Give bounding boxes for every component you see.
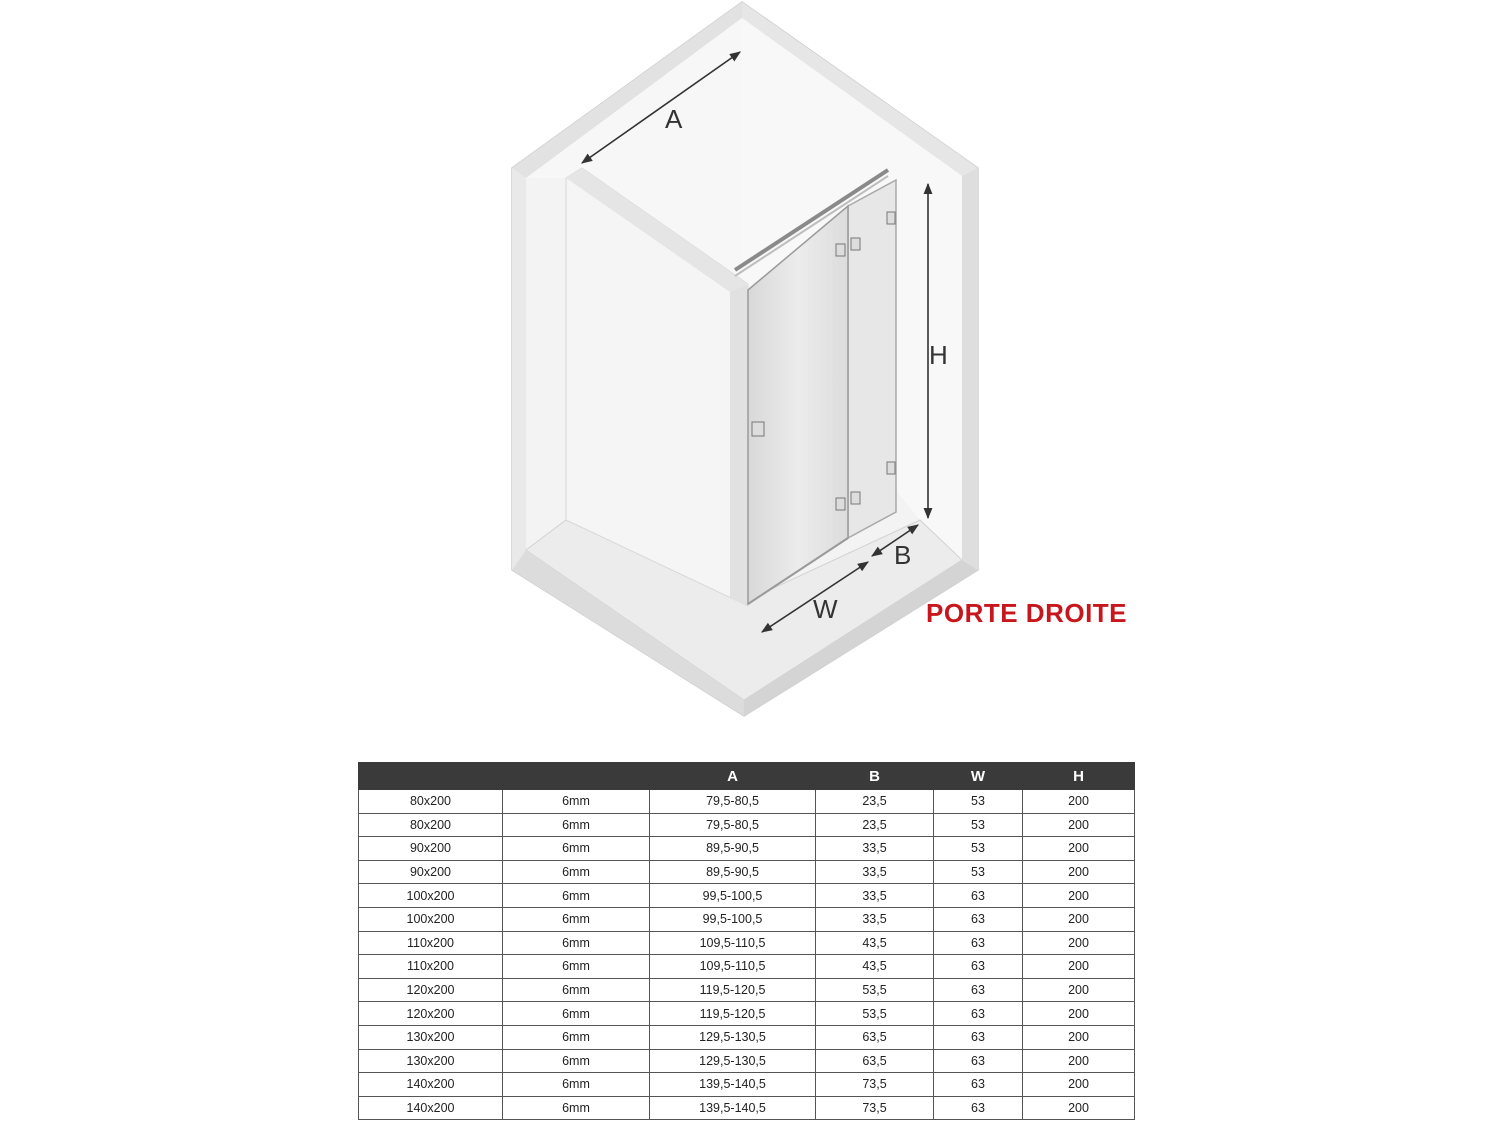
cell-b: 33,5 (816, 860, 934, 884)
cell-glass: 6mm (503, 1073, 650, 1097)
cell-w: 53 (934, 837, 1023, 861)
cell-a: 109,5-110,5 (650, 955, 816, 979)
cell-a: 79,5-80,5 (650, 813, 816, 837)
cell-glass: 6mm (503, 860, 650, 884)
cell-w: 63 (934, 1002, 1023, 1026)
cell-b: 53,5 (816, 1002, 934, 1026)
cell-size: 130x200 (359, 1025, 503, 1049)
cell-w: 63 (934, 907, 1023, 931)
cell-b: 33,5 (816, 884, 934, 908)
cell-h: 200 (1023, 837, 1135, 861)
table-row (359, 1073, 1135, 1097)
cell-b: 33,5 (816, 837, 934, 861)
cell-a: 129,5-130,5 (650, 1025, 816, 1049)
cell-b: 23,5 (816, 790, 934, 814)
header-glass (503, 763, 650, 790)
cell-size: 100x200 (359, 907, 503, 931)
cell-b: 63,5 (816, 1049, 934, 1073)
header-a: A (650, 763, 816, 790)
cell-glass: 6mm (503, 837, 650, 861)
cell-size: 130x200 (359, 1049, 503, 1073)
cell-a: 89,5-90,5 (650, 860, 816, 884)
cell-size: 120x200 (359, 1002, 503, 1026)
cell-b: 23,5 (816, 813, 934, 837)
door-side-label: PORTE DROITE (926, 598, 1128, 628)
label-w: W (813, 594, 838, 624)
cell-w: 63 (934, 1073, 1023, 1097)
cell-size: 110x200 (359, 955, 503, 979)
table-row (359, 1049, 1135, 1073)
cell-w: 53 (934, 813, 1023, 837)
table-row (359, 1025, 1135, 1049)
cell-a: 119,5-120,5 (650, 978, 816, 1002)
cell-glass: 6mm (503, 884, 650, 908)
cell-a: 99,5-100,5 (650, 884, 816, 908)
cell-b: 73,5 (816, 1096, 934, 1120)
cell-b: 63,5 (816, 1025, 934, 1049)
cell-h: 200 (1023, 955, 1135, 979)
cell-h: 200 (1023, 1096, 1135, 1120)
table-row (359, 931, 1135, 955)
cell-size: 140x200 (359, 1073, 503, 1097)
cell-size: 140x200 (359, 1096, 503, 1120)
cell-a: 139,5-140,5 (650, 1096, 816, 1120)
cell-h: 200 (1023, 860, 1135, 884)
header-h: H (1023, 763, 1135, 790)
cell-h: 200 (1023, 931, 1135, 955)
cell-h: 200 (1023, 1049, 1135, 1073)
cell-w: 53 (934, 790, 1023, 814)
cell-h: 200 (1023, 907, 1135, 931)
cell-w: 63 (934, 1049, 1023, 1073)
label-b: B (894, 540, 912, 570)
cell-glass: 6mm (503, 1025, 650, 1049)
header-size (359, 763, 503, 790)
cell-a: 129,5-130,5 (650, 1049, 816, 1073)
cell-w: 63 (934, 955, 1023, 979)
cell-b: 53,5 (816, 978, 934, 1002)
cell-b: 73,5 (816, 1073, 934, 1097)
cell-h: 200 (1023, 813, 1135, 837)
cell-size: 80x200 (359, 790, 503, 814)
cell-glass: 6mm (503, 1002, 650, 1026)
table-row (359, 790, 1135, 814)
cell-size: 90x200 (359, 860, 503, 884)
cell-w: 63 (934, 978, 1023, 1002)
cell-b: 43,5 (816, 955, 934, 979)
cell-a: 109,5-110,5 (650, 931, 816, 955)
label-a: A (665, 104, 683, 134)
header-w: W (934, 763, 1023, 790)
table-row (359, 837, 1135, 861)
cell-glass: 6mm (503, 931, 650, 955)
table-row (359, 907, 1135, 931)
cell-glass: 6mm (503, 813, 650, 837)
label-h: H (929, 340, 948, 370)
cell-h: 200 (1023, 978, 1135, 1002)
table-row (359, 884, 1135, 908)
cell-h: 200 (1023, 1025, 1135, 1049)
cell-glass: 6mm (503, 978, 650, 1002)
cell-glass: 6mm (503, 955, 650, 979)
table-row (359, 860, 1135, 884)
dimensions-table (358, 762, 1135, 1120)
table-row (359, 813, 1135, 837)
cell-size: 110x200 (359, 931, 503, 955)
cell-a: 139,5-140,5 (650, 1073, 816, 1097)
cell-w: 63 (934, 1025, 1023, 1049)
cell-a: 89,5-90,5 (650, 837, 816, 861)
cell-glass: 6mm (503, 1049, 650, 1073)
table-body (359, 790, 1135, 1120)
table-row (359, 955, 1135, 979)
cell-size: 100x200 (359, 884, 503, 908)
cell-w: 53 (934, 860, 1023, 884)
room-walls (512, 2, 978, 716)
table-row (359, 978, 1135, 1002)
cell-w: 63 (934, 884, 1023, 908)
cell-a: 99,5-100,5 (650, 907, 816, 931)
cell-glass: 6mm (503, 790, 650, 814)
table-header-row (359, 763, 1135, 790)
table-row (359, 1096, 1135, 1120)
cell-w: 63 (934, 1096, 1023, 1120)
cell-glass: 6mm (503, 1096, 650, 1120)
cell-h: 200 (1023, 790, 1135, 814)
cell-h: 200 (1023, 884, 1135, 908)
cell-size: 90x200 (359, 837, 503, 861)
cell-size: 120x200 (359, 978, 503, 1002)
cell-b: 33,5 (816, 907, 934, 931)
cell-w: 63 (934, 931, 1023, 955)
cell-a: 119,5-120,5 (650, 1002, 816, 1026)
cell-b: 43,5 (816, 931, 934, 955)
cell-size: 80x200 (359, 813, 503, 837)
cell-h: 200 (1023, 1073, 1135, 1097)
table-row (359, 1002, 1135, 1026)
header-b: B (816, 763, 934, 790)
cell-a: 79,5-80,5 (650, 790, 816, 814)
cell-h: 200 (1023, 1002, 1135, 1026)
cell-glass: 6mm (503, 907, 650, 931)
